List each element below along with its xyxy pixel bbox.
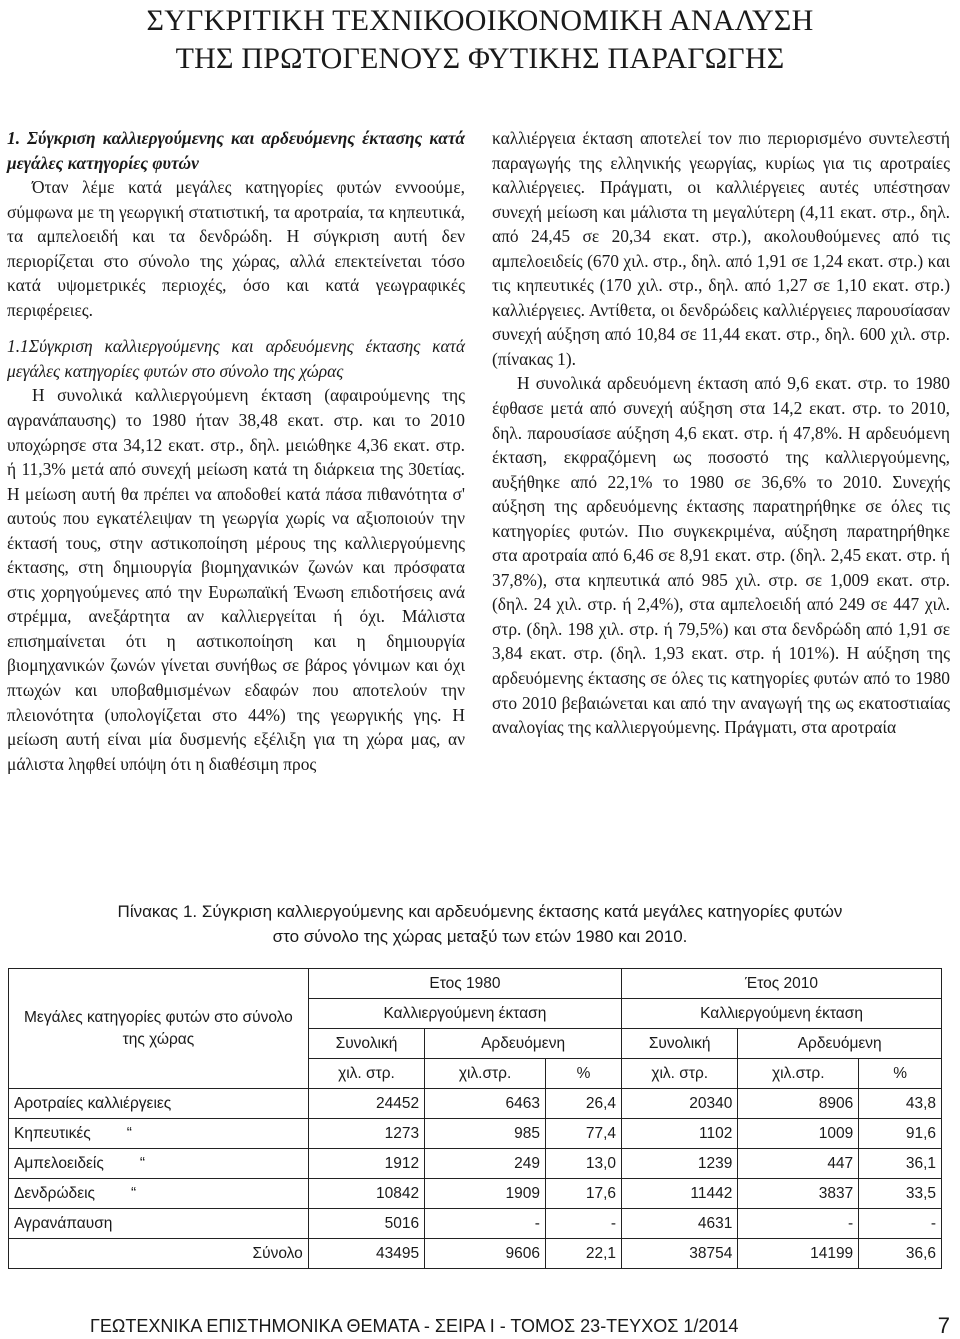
ditto-mark: “ [131,1184,137,1202]
table-cell: 33,5 [859,1179,942,1209]
table-cell: - [738,1209,859,1239]
table-row-total [9,1239,942,1269]
paragraph-3: καλλιέργεια έκταση αποτελεί τον πιο περιορισμένο συντελεστή παραγωγής της ελληνικής γεωργίας, κυρίως για τις αροτραίες καλλιέργειες. Πράγματι, οι καλλιέργειες αυτές υπέστησαν συνεχή μείωση και μάλιστα τη μεγαλύτερη (4,11 εκατ. στρ., δηλ. από 24,45 σε 20,34 εκατ. στρ.), ακολουθούμενες από τις αμπελοειδείς (670 χιλ. στρ., δηλ. από 1,91 σε 1,24 εκατ. στρ.) και τις κηπευτικές (170 χιλ. στρ., δηλ. από 1,27 σε 1,10 εκατ. στρ.) καλλιέργειες. Αντίθετα, οι δενδρώδεις καλλιέργειες παρουσίασαν συνεχή αύξηση από 10,84 σε 11,44 εκατ. στρ., δηλ. 600 χιλ. στρ. (πίνακας 1). [492,128,950,369]
page-title [0,2,960,78]
table-cell: 17,6 [545,1179,621,1209]
table-cell: 36,1 [859,1149,942,1179]
page-footer [90,1313,950,1338]
paragraph-2: Η συνολικά καλλιεργούμενη έκταση (αφαιρούμενης της αγρανάπαυσης) το 1980 ήταν 38,48 εκατ. στρ. και το 2010 υποχώρησε στα 34,12 εκατ. στρ., δηλ. μειώθηκε 4,36 εκατ. στρ. ή 11,3% μετά από συνεχή μείωση κατά τη διάρκεια της 30ετίας. Η μείωση αυτή θα πρέπει να αποδοθεί κατά πάσα πιθανότητα σ' αυτούς που εγκατέλειψαν τη γεωργία χωρίς να αξιοποιούν την έκτασή τους, στην αστικοποίηση μέρους της καλλιεργούμενης έκτασης, στη δημιουργία βιομηχανικών ζωνών και πρόσφατα στις χορηγούμενες από την Ευρωπαϊκή Ένωση επιδοτήσεις ανά στρέμμα, ανεξάρτητα αν καλλιεργείται ή όχι. Μάλιστα επισημαίνεται ότι η αστικοποίηση και η δημιουργία βιομηχανικών ζωνών γίνεται συνήθως σε βάρος γόνιμων και όχι πτωχών και υποβαθμισμένων εδαφών που αποτελούν την πλειονότητα (υπολογίζεται στο 44%) της γεωργικής γης. Η μείωση αυτή είναι μία δυσμενής εξέλιξη για τη χώρα μας, αν μάλιστα ληφθεί υπόψη ότι η διαθέσιμη προς [7,385,465,774]
journal-footer-text: ΓΕΩΤΕΧΝΙΚΑ ΕΠΙΣΤΗΜΟΝΙΚΑ ΘΕΜΑΤΑ - ΣΕΙΡΑ Ι - ΤΟΜΟΣ 23-ΤΕΥΧΟΣ 1/2014 [90,1316,739,1336]
unit-header: % [859,1059,942,1089]
table-cell: 91,6 [859,1119,942,1149]
table-cell: 43495 [308,1239,424,1269]
total-label: Σύνολο [9,1239,309,1269]
table-cell: 10842 [308,1179,424,1209]
row-label [9,1149,309,1179]
table-cell: 4631 [622,1209,738,1239]
table-row [9,1119,942,1149]
table-cell: 1239 [622,1149,738,1179]
year-2010-header: Έτος 2010 [622,969,942,999]
row-label [9,1119,309,1149]
ditto-mark: “ [139,1154,145,1172]
year-1980-header: Ετος 1980 [308,969,621,999]
table-cell: 14199 [738,1239,859,1269]
row-label-text: Δενδρώδεις [14,1184,96,1202]
unit-header: % [545,1059,621,1089]
paragraph-1: Όταν λέμε κατά μεγάλες κατηγορίες φυτών εννοούμε, σύμφωνα με τη γεωργική στατιστική, τα αροτραία, τα κηπευτικά, τα αμπελοειδή και τα δενδρώδη. Η σύγκριση αυτή δεν περιορίζεται στο σύνολο της χώρας, αλλά επεκτείνεται τόσο κατά υψομετρικές περιοχές, όσο και κατά γεωγραφικές περιφέρειες. [7,177,465,320]
paragraph-4: Η συνολικά αρδευόμενη έκταση από 9,6 εκατ. στρ. το 1980 έφθασε μετά από συνεχή αύξηση στα 14,2 εκατ. στρ. το 2010, δηλ. παρουσίασε αύξηση 4,6 εκατ. στρ. ή 47,8%. Η αρδευόμενη έκταση, εκφραζόμενη ως ποσοστό της καλλιεργούμενης, αυξήθηκε από 22,1% το 1980 σε 36,6% το 2010. Συνεχής αύξηση της αρδευόμενης έκτασης παρατηρήθηκε σε όλες τις κατηγορίες φυτών. Πιο συγκεκριμένα, αύξηση παρατηρήθηκε στα αροτραία από 6,46 σε 8,91 εκατ. στρ. (δηλ. 2,45 εκατ. στρ. ή 37,8%), στα κηπευτικά από 985 χιλ. στρ. σε 1,009 εκατ. στρ. (δηλ. 24 χιλ. στρ. ή 2,4%), στα αμπελοειδή από 249 σε 447 χιλ. στρ. (δηλ. 198 χιλ. στρ. ή 79,5%) και στα δενδρώδη από 1,91 σε 3,84 εκατ. στρ. (δηλ. 1,93 εκατ. στρ. ή 101%). Η αύξηση της αρδευόμενης έκτασης σε όλες τις κατηγορίες φυτών από το 1980 στο 2010 βεβαιώνεται και από την αναγωγή της ως εκατοστιαίας αναλογίας της καλλιεργούμενης. Πράγματι, στα αροτραία [492,373,950,738]
table-row [9,1149,942,1179]
row-label [9,1089,309,1119]
ditto-mark: “ [126,1124,132,1142]
table-cell: - [545,1209,621,1239]
table-cell: 8906 [738,1089,859,1119]
table-cell: 1009 [738,1119,859,1149]
table-cell: 1273 [308,1119,424,1149]
table-cell: 1912 [308,1149,424,1179]
unit-header: χιλ. στρ. [622,1059,738,1089]
table-cell: 13,0 [545,1149,621,1179]
title-line-2: ΤΗΣ ΠΡΩΤΟΓΕΝΟΥΣ ΦΥΤΙΚΗΣ ΠΑΡΑΓΩΓΗΣ [175,42,785,75]
row-label [9,1209,309,1239]
irrigated-header-1980: Αρδευόμενη [425,1029,622,1059]
table-row [9,1089,942,1119]
table-cell: 11442 [622,1179,738,1209]
table-cell: 22,1 [545,1239,621,1269]
table-cell: 3837 [738,1179,859,1209]
cultivated-area-header-1980: Καλλιεργούμενη έκταση [308,999,621,1029]
total-header-1980: Συνολική [308,1029,424,1059]
table-cell: 20340 [622,1089,738,1119]
irrigated-header-2010: Αρδευόμενη [738,1029,942,1059]
table-cell: 9606 [425,1239,546,1269]
page-number: 7 [937,1313,950,1338]
table-row [9,1209,942,1239]
table-cell: 5016 [308,1209,424,1239]
table-cell: 6463 [425,1089,546,1119]
total-header-2010: Συνολική [622,1029,738,1059]
row-label-text: Αροτραίες καλλιέργειες [14,1094,172,1112]
table-cell: 985 [425,1119,546,1149]
table-cell: 38754 [622,1239,738,1269]
table-cell: 24452 [308,1089,424,1119]
row-label-text: Αμπελοειδείς [14,1154,104,1172]
row-label [9,1179,309,1209]
table-cell: 249 [425,1149,546,1179]
table-cell: 43,8 [859,1089,942,1119]
cultivated-area-header-2010: Καλλιεργούμενη έκταση [622,999,942,1029]
table-cell: 1102 [622,1119,738,1149]
section-heading-1: 1. Σύγκριση καλλιεργούμενης και αρδευόμενης έκτασης κατά μεγάλες κατηγορίες φυτών [7,128,465,173]
table-row [9,1179,942,1209]
caption-line-2: στο σύνολο της χώρας μεταξύ των ετών 1980 και 2010. [272,927,688,946]
table-cell: - [425,1209,546,1239]
table-body [9,1089,942,1269]
left-column [7,126,465,776]
unit-header: χιλ. στρ. [308,1059,424,1089]
right-column [492,126,950,740]
caption-line-1: Πίνακας 1. Σύγκριση καλλιεργούμενης και αρδευόμενης έκτασης κατά μεγάλες κατηγορίες φυτών [117,902,843,921]
stub-header: Μεγάλες κατηγορίες φυτών στο σύνολο της χώρας [9,969,309,1089]
table-cell: 77,4 [545,1119,621,1149]
unit-header: χιλ.στρ. [738,1059,859,1089]
table-cell: 36,6 [859,1239,942,1269]
row-label-text: Κηπευτικές [14,1124,91,1142]
table-cell: - [859,1209,942,1239]
section-heading-1-1: 1.1Σύγκριση καλλιεργούμενης και αρδευόμενης έκτασης κατά μεγάλες κατηγορίες φυτών στο σύνολο της χώρας [7,336,465,381]
table-cell: 1909 [425,1179,546,1209]
row-label-text: Αγρανάπαυση [14,1214,113,1232]
table-cell: 447 [738,1149,859,1179]
unit-header: χιλ.στρ. [425,1059,546,1089]
table-cell: 26,4 [545,1089,621,1119]
data-table [8,968,942,1269]
title-line-1: ΣΥΓΚΡΙΤΙΚΗ ΤΕΧΝΙΚΟΟΙΚΟΝΟΜΙΚΗ ΑΝΑΛΥΣΗ [146,4,814,37]
table-caption [0,899,960,949]
